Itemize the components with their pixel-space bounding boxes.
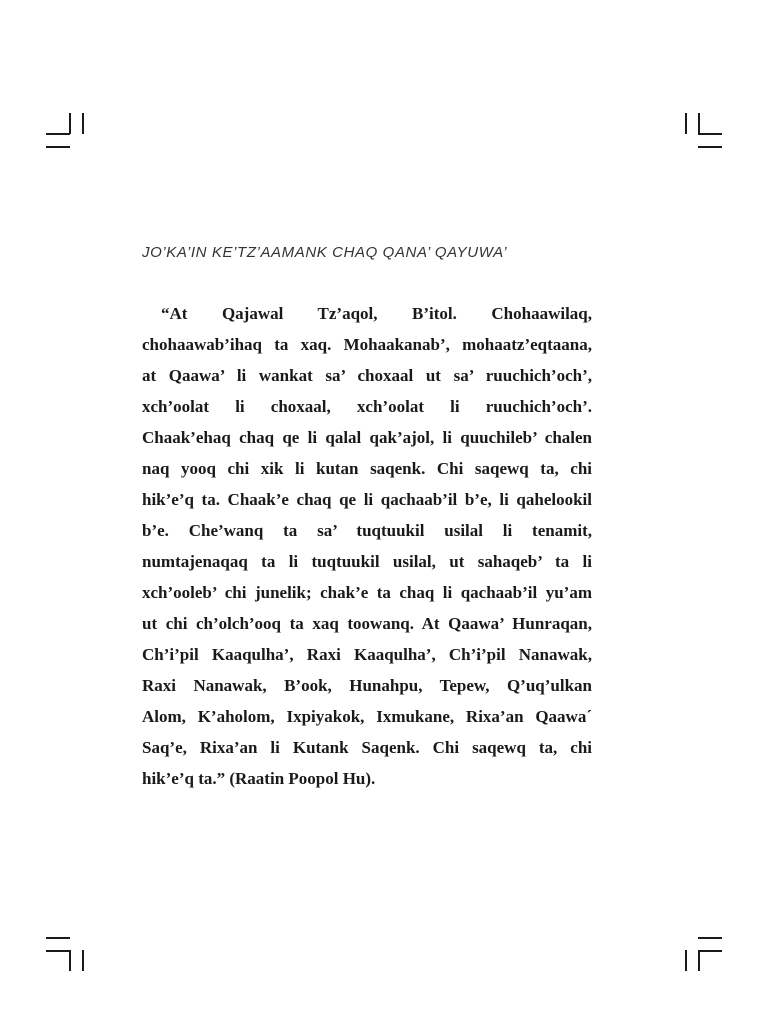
- crop-mark-bottom-left-horizontal: [46, 950, 70, 952]
- crop-mark-bottom-left-vertical-outer: [82, 950, 84, 971]
- paragraph-line-last: hik’e’q ta.” (Raatin Poopol Hu).: [142, 769, 376, 788]
- crop-mark-bottom-right-vertical: [698, 950, 700, 971]
- paragraph-line: ut chi ch’olch’ooq ta xaq toowanq. At Qaawa’ Hunraqan,: [142, 614, 592, 633]
- crop-mark-top-right-vertical-outer: [685, 113, 687, 134]
- paragraph-line: naq yooq chi xik li kutan saqenk. Chi saqewq ta, chi: [142, 459, 592, 478]
- paragraph-line: numtajenaqaq ta li tuqtuukil usilal, ut sahaqeb’ ta li: [142, 552, 592, 571]
- paragraph-line: Alom, K’aholom, Ixpiyakok, Ixmukane, Rixa’an Qaawa´: [142, 707, 592, 726]
- crop-mark-top-left-horizontal: [46, 133, 70, 135]
- crop-mark-bottom-right-horizontal: [698, 950, 722, 952]
- paragraph-line: xch’ooleb’ chi junelik; chak’e ta chaq li qachaab’il yu’am: [142, 583, 592, 602]
- section-heading: JO’KA’IN KE’TZ’AAMANK CHAQ QANA’ QAYUWA’: [142, 244, 508, 261]
- crop-mark-top-left-vertical: [69, 113, 71, 134]
- paragraph-line: at Qaawa’ li wankat sa’ choxaal ut sa’ ruuchich’och’,: [142, 366, 592, 385]
- crop-mark-top-right-horizontal-lower: [698, 146, 722, 148]
- paragraph-line: Chaak’ehaq chaq qe li qalal qak’ajol, li quuchileb’ chalen: [142, 428, 592, 447]
- paragraph-line: hik’e’q ta. Chaak’e chaq qe li qachaab’il b’e, li qahelookil: [142, 490, 592, 509]
- crop-mark-top-left-vertical-outer: [82, 113, 84, 134]
- crop-mark-top-left-horizontal-lower: [46, 146, 70, 148]
- paragraph-line: “At Qajawal Tz’aqol, B’itol. Chohaawilaq,: [161, 304, 592, 323]
- crop-mark-bottom-right-vertical-outer: [685, 950, 687, 971]
- paragraph-line: chohaawab’ihaq ta xaq. Mohaakanab’, mohaatz’eqtaana,: [142, 335, 592, 354]
- crop-mark-top-right-vertical: [698, 113, 700, 134]
- crop-mark-top-right-horizontal: [698, 133, 722, 135]
- paragraph-line: xch’oolat li choxaal, xch’oolat li ruuchich’och’.: [142, 397, 592, 416]
- crop-mark-bottom-left-horizontal-upper: [46, 937, 70, 939]
- paragraph-line: Saq’e, Rixa’an li Kutank Saqenk. Chi saqewq ta, chi: [142, 738, 592, 757]
- body-paragraph: [142, 298, 592, 794]
- paragraph-line: Raxi Nanawak, B’ook, Hunahpu, Tepew, Q’uq’ulkan: [142, 676, 592, 695]
- crop-mark-bottom-left-vertical: [69, 950, 71, 971]
- crop-mark-bottom-right-horizontal-upper: [698, 937, 722, 939]
- paragraph-line: Ch’i’pil Kaaqulha’, Raxi Kaaqulha’, Ch’i’pil Nanawak,: [142, 645, 592, 664]
- paragraph-line: b’e. Che’wanq ta sa’ tuqtuukil usilal li tenamit,: [142, 521, 592, 540]
